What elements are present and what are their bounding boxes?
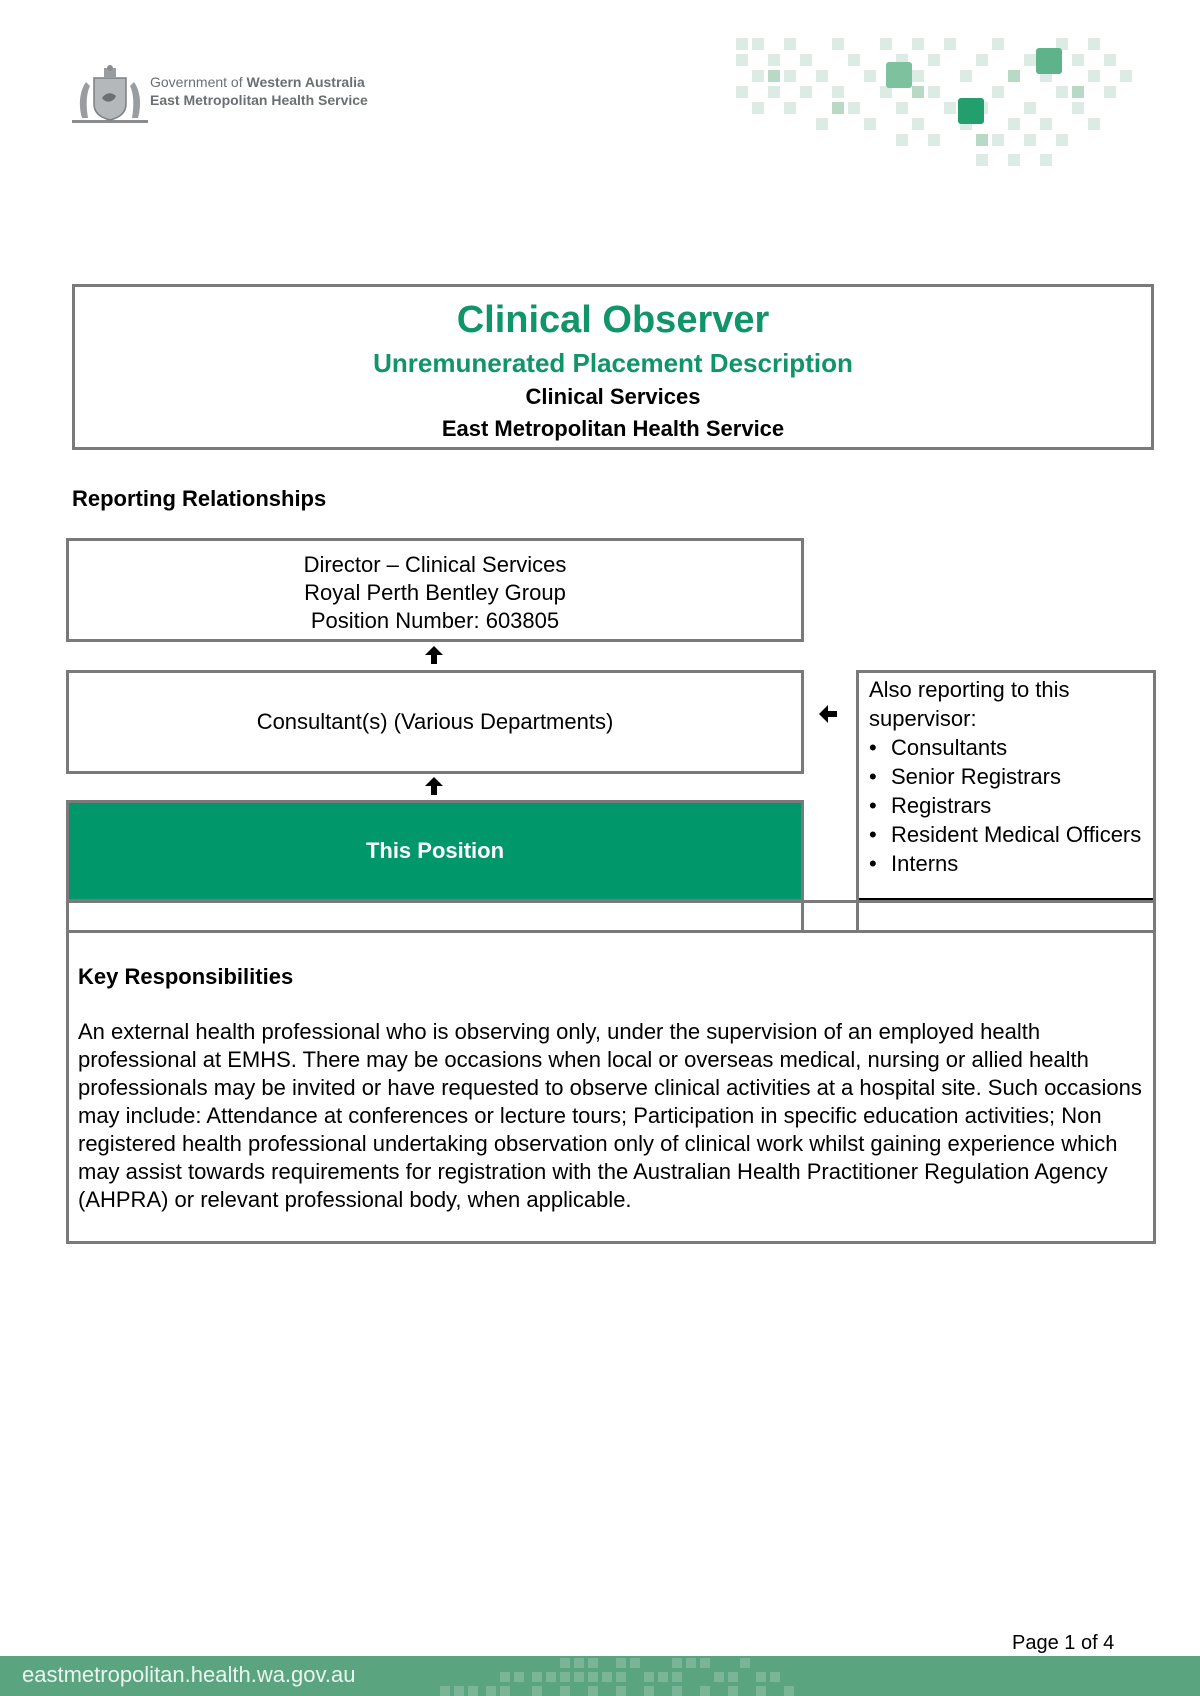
gov-state: Western Australia [246, 74, 365, 90]
arrow-up-icon [424, 776, 444, 796]
director-position-number: Position Number: 603805 [310, 608, 560, 633]
footer-website-link[interactable]: eastmetropolitan.health.wa.gov.au [22, 1662, 356, 1687]
consultant-label: Consultant(s) (Various Departments) [256, 709, 614, 734]
list-item: • Resident Medical Officers [869, 820, 1143, 849]
this-position-label: This Position [365, 838, 505, 863]
department-name: Clinical Services [525, 384, 701, 409]
document-title: Clinical Observer [456, 299, 770, 341]
gov-prefix: Government of [150, 74, 243, 90]
title-block [72, 284, 1154, 450]
arrow-left-icon [818, 704, 838, 724]
divider [856, 900, 859, 933]
pixel-pattern-decoration [736, 34, 1136, 174]
director-title: Director – Clinical Services [303, 552, 567, 577]
key-responsibilities-heading: Key Responsibilities [78, 964, 294, 989]
footer-pattern-decoration [440, 1656, 940, 1696]
list-item: • Consultants [869, 733, 1143, 762]
wa-coat-of-arms-icon [72, 64, 148, 126]
also-reporting-heading: Also reporting to this supervisor: [869, 677, 1070, 731]
arrow-up-icon [424, 645, 444, 665]
also-reporting-box [856, 670, 1156, 902]
divider [801, 900, 804, 933]
list-item: • Senior Registrars [869, 762, 1143, 791]
divider [859, 898, 1153, 900]
this-position-box [66, 800, 804, 902]
page-number: Page 1 of 4 [1012, 1632, 1115, 1654]
organisation-name: East Metropolitan Health Service [441, 416, 785, 441]
divider [66, 930, 1156, 933]
org-line: East Metropolitan Health Service [150, 92, 368, 108]
consultant-box [66, 670, 804, 774]
director-box [66, 538, 804, 642]
government-logo-text [150, 73, 368, 109]
also-reporting-list [869, 733, 1143, 878]
director-group: Royal Perth Bentley Group [304, 580, 566, 605]
list-item: • Registrars [869, 791, 1143, 820]
document-subtitle: Unremunerated Placement Description [373, 348, 853, 378]
reporting-relationships-heading: Reporting Relationships [72, 486, 327, 511]
key-responsibilities-text: An external health professional who is observing only, under the supervision of an employed health professional at EMHS. There may be occasions when local or overseas medical, nursing or allied health professionals may be invited or have requested to observe clinical activities at a hospital site. Such occasions may include: Attendance at conferences or lecture tours; Participation in specific education activities; Non registered health professional undertaking observation only of clinical work whilst gaining experience which may assist towards requirements for registration with the Australian Health Practitioner Regulation Agency (AHPRA) or relevant professional body, when applicable. [78, 1019, 1142, 1212]
list-item: • Interns [869, 849, 1143, 878]
